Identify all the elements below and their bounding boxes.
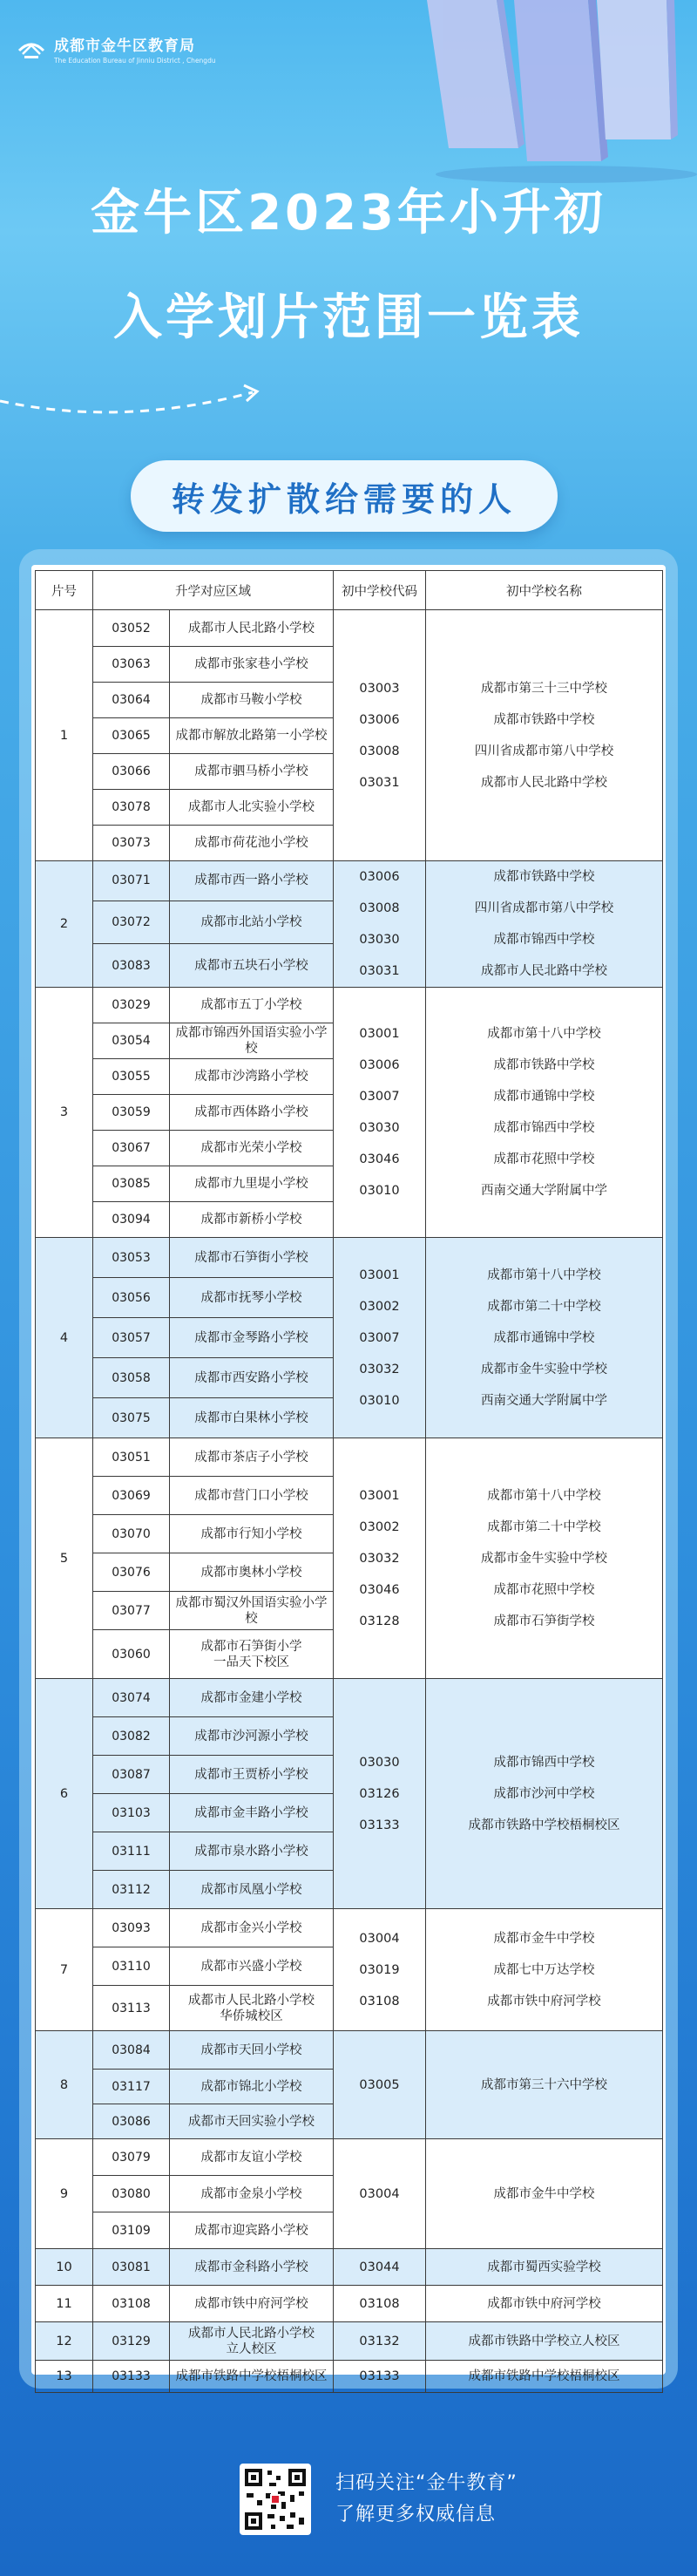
middle-school-names: [426, 861, 663, 988]
primary-school-name: 成都市西体路小学校: [170, 1095, 334, 1131]
middle-school-code: 03002: [359, 1519, 400, 1534]
middle-school-code: 03006: [359, 1058, 400, 1072]
primary-school-code: 03066: [93, 754, 170, 790]
org-name-cn: 成都市金牛区教育局: [54, 37, 195, 55]
primary-school-name: 成都市泉水路小学校: [170, 1832, 334, 1871]
primary-school-code: 03108: [93, 2286, 170, 2322]
middle-school-names: [426, 1438, 663, 1679]
primary-school-name: 成都市驷马桥小学校: [170, 754, 334, 790]
middle-school-name: 成都市第十八中学校: [487, 1027, 601, 1041]
zone-number: 9: [36, 2139, 93, 2249]
middle-school-name: 成都市金牛实验中学校: [481, 1551, 607, 1566]
zone-number: 7: [36, 1909, 93, 2031]
middle-school-code: 03004: [359, 1931, 400, 1946]
middle-school-code: 03030: [359, 1121, 400, 1135]
middle-school-names: [426, 1909, 663, 2031]
footer-info-text: 了解更多权威信息: [335, 2504, 497, 2525]
primary-school-code: 03065: [93, 718, 170, 754]
middle-school-name: 成都市通锦中学校: [493, 1330, 595, 1345]
middle-school-name: 成都市石笋街学校: [493, 1614, 595, 1628]
primary-school-code: 03074: [93, 1679, 170, 1717]
middle-school-codes: [334, 1238, 426, 1438]
middle-school-name: 西南交通大学附属中学: [481, 1184, 607, 1198]
middle-school-name: 成都市铁路中学校: [493, 870, 595, 884]
primary-school-name: 成都市北站小学校: [170, 901, 334, 944]
primary-school-code: 03086: [93, 2104, 170, 2139]
primary-school-code: 03093: [93, 1909, 170, 1947]
middle-school-code: 03126: [359, 1786, 400, 1801]
middle-school-name: 成都市第二十中学校: [487, 1519, 601, 1534]
middle-school-codes: [334, 2139, 426, 2249]
primary-school-name: 成都市九里堤小学校: [170, 1166, 334, 1202]
primary-school-code: 03110: [93, 1947, 170, 1986]
table-row: [36, 1679, 663, 1717]
primary-school-code: 03117: [93, 2070, 170, 2104]
primary-school-name: 成都市金琴路小学校: [170, 1318, 334, 1358]
table-row: [36, 2249, 663, 2286]
page-title-line-1: 金牛区2023年小升初: [91, 185, 606, 241]
middle-school-names: [426, 610, 663, 861]
primary-school-name: 成都市人民北路小学校: [170, 610, 334, 647]
primary-school-name: 成都市白果林小学校: [170, 1398, 334, 1438]
primary-school-code: 03064: [93, 683, 170, 718]
zone-number: 5: [36, 1438, 93, 1679]
middle-school-name: 成都市通锦中学校: [493, 1090, 595, 1104]
primary-school-name: 成都市迎宾路小学校: [170, 2212, 334, 2249]
primary-school-name: 成都市西一路小学校: [170, 861, 334, 901]
middle-school-names: [426, 2361, 663, 2393]
middle-school-code: 03133: [359, 1818, 400, 1832]
middle-school-codes: [334, 1679, 426, 1909]
middle-school-names: [426, 2322, 663, 2361]
primary-school-name: 成都市抚琴小学校: [170, 1278, 334, 1318]
middle-school-name: 成都市第十八中学校: [487, 1488, 601, 1503]
primary-school-code: 03054: [93, 1023, 170, 1059]
primary-school-code: 03075: [93, 1398, 170, 1438]
primary-school-code: 03056: [93, 1278, 170, 1318]
primary-school-name: 成都市茶店子小学校: [170, 1438, 334, 1477]
middle-school-code: 03001: [359, 1488, 400, 1503]
header-mid-name: 初中学校名称: [426, 571, 663, 610]
middle-school-code: 03044: [359, 2260, 400, 2274]
primary-school-name: 成都市奥林小学校: [170, 1553, 334, 1592]
middle-school-name: 成都市锦西中学校: [493, 1755, 595, 1770]
primary-school-name: 成都市五块石小学校: [170, 944, 334, 988]
books-illustration: [366, 0, 697, 183]
education-logo-icon: [16, 33, 47, 65]
middle-school-code: 03031: [359, 775, 400, 790]
middle-school-name: 成都市铁路中学校: [493, 712, 595, 727]
primary-school-name: 成都市人民北路小学校 立人校区: [170, 2322, 334, 2361]
middle-school-name: 四川省成都市第八中学校: [474, 901, 614, 915]
page-title-line-2: 入学划片范围一览表: [113, 289, 584, 346]
zone-number: 11: [36, 2286, 93, 2322]
header-area: 升学对应区域: [93, 571, 334, 610]
middle-school-code: 03031: [359, 964, 400, 978]
primary-school-name: 成都市金泉小学校: [170, 2176, 334, 2212]
header-zone-no: 片号: [36, 571, 93, 610]
zone-number: 10: [36, 2249, 93, 2286]
table-row: [36, 2031, 663, 2070]
primary-school-code: 03084: [93, 2031, 170, 2070]
primary-school-name: 成都市沙湾路小学校: [170, 1059, 334, 1095]
primary-school-name: 成都市金丰路小学校: [170, 1794, 334, 1832]
middle-school-name: 成都市铁路中学校立人校区: [468, 2334, 620, 2348]
primary-school-name: 成都市金建小学校: [170, 1679, 334, 1717]
primary-school-code: 03057: [93, 1318, 170, 1358]
middle-school-code: 03046: [359, 1152, 400, 1166]
primary-school-name: 成都市锦北小学校: [170, 2070, 334, 2104]
primary-school-code: 03055: [93, 1059, 170, 1095]
primary-school-code: 03071: [93, 861, 170, 901]
middle-school-name: 成都市铁路中学校: [493, 1058, 595, 1072]
primary-school-code: 03083: [93, 944, 170, 988]
primary-school-code: 03133: [93, 2361, 170, 2393]
primary-school-name: 成都市友谊小学校: [170, 2139, 334, 2176]
middle-school-code: 03046: [359, 1582, 400, 1597]
middle-school-codes: [334, 1438, 426, 1679]
table-row: [36, 2361, 663, 2393]
zone-number: 4: [36, 1238, 93, 1438]
middle-school-names: [426, 1238, 663, 1438]
primary-school-name: 成都市人北实验小学校: [170, 790, 334, 826]
primary-school-code: 03113: [93, 1986, 170, 2031]
middle-school-name: 成都市铁中府河学校: [487, 1994, 601, 2008]
dashed-arrow-decoration: [0, 366, 279, 418]
primary-school-code: 03053: [93, 1238, 170, 1278]
primary-school-name: 成都市光荣小学校: [170, 1131, 334, 1166]
middle-school-code: 03132: [359, 2334, 400, 2348]
middle-school-names: [426, 988, 663, 1238]
footer-follow-text: 扫码关注“金牛教育”: [335, 2472, 518, 2494]
middle-school-codes: [334, 2322, 426, 2361]
middle-school-codes: [334, 861, 426, 988]
org-logo: [16, 33, 216, 65]
primary-school-name: 成都市金科路小学校: [170, 2249, 334, 2286]
middle-school-name: 成都市金牛中学校: [493, 1931, 595, 1946]
middle-school-code: 03032: [359, 1362, 400, 1376]
primary-school-code: 03067: [93, 1131, 170, 1166]
middle-school-code: 03010: [359, 1184, 400, 1198]
middle-school-name: 成都市铁路中学校梧桐校区: [468, 1818, 620, 1832]
primary-school-name: 成都市马鞍小学校: [170, 683, 334, 718]
middle-school-code: 03032: [359, 1551, 400, 1566]
middle-school-codes: [334, 2286, 426, 2322]
primary-school-name: 成都市张家巷小学校: [170, 647, 334, 683]
middle-school-codes: [334, 2249, 426, 2286]
primary-school-code: 03059: [93, 1095, 170, 1131]
table-row: [36, 2139, 663, 2176]
middle-school-name: 四川省成都市第八中学校: [474, 744, 614, 758]
middle-school-names: [426, 1679, 663, 1909]
middle-school-code: 03128: [359, 1614, 400, 1628]
primary-school-code: 03060: [93, 1630, 170, 1679]
primary-school-name: 成都市石笋街小学 一品天下校区: [170, 1630, 334, 1679]
zone-number: 13: [36, 2361, 93, 2393]
middle-school-code: 03030: [359, 1755, 400, 1770]
table-row: [36, 1909, 663, 1947]
org-name-en: The Education Bureau of Jinniu District , Chengdu: [54, 57, 216, 65]
primary-school-name: 成都市金兴小学校: [170, 1909, 334, 1947]
middle-school-code: 03001: [359, 1027, 400, 1041]
middle-school-names: [426, 2139, 663, 2249]
primary-school-code: 03051: [93, 1438, 170, 1477]
primary-school-name: 成都市蜀汉外国语实验小学校: [170, 1592, 334, 1630]
middle-school-code: 03108: [359, 1994, 400, 2008]
zone-number: 1: [36, 610, 93, 861]
middle-school-code: 03030: [359, 933, 400, 947]
primary-school-name: 成都市营门口小学校: [170, 1477, 334, 1515]
middle-school-codes: [334, 610, 426, 861]
primary-school-code: 03103: [93, 1794, 170, 1832]
primary-school-name: 成都市西安路小学校: [170, 1358, 334, 1398]
primary-school-name: 成都市沙河源小学校: [170, 1717, 334, 1756]
qr-code[interactable]: [240, 2464, 311, 2535]
middle-school-code: 03006: [359, 870, 400, 884]
zone-number: 3: [36, 988, 93, 1238]
primary-school-code: 03070: [93, 1515, 170, 1553]
middle-school-name: 西南交通大学附属中学: [481, 1393, 607, 1408]
primary-school-code: 03082: [93, 1717, 170, 1756]
middle-school-code: 03019: [359, 1962, 400, 1977]
middle-school-code: 03006: [359, 712, 400, 727]
primary-school-code: 03076: [93, 1553, 170, 1592]
primary-school-name: 成都市人民北路小学校 华侨城校区: [170, 1986, 334, 2031]
middle-school-name: 成都市第三十六中学校: [481, 2077, 607, 2092]
table-row: [36, 2286, 663, 2322]
primary-school-code: 03029: [93, 988, 170, 1023]
middle-school-codes: [334, 1909, 426, 2031]
primary-school-code: 03079: [93, 2139, 170, 2176]
primary-school-code: 03058: [93, 1358, 170, 1398]
middle-school-name: 成都市金牛中学校: [493, 2186, 595, 2201]
middle-school-name: 成都市第三十三中学校: [481, 681, 607, 696]
table-row: [36, 1438, 663, 1477]
primary-school-name: 成都市凤凰小学校: [170, 1871, 334, 1909]
middle-school-name: 成都市锦西中学校: [493, 933, 595, 947]
primary-school-code: 03087: [93, 1756, 170, 1794]
middle-school-name: 成都市人民北路中学校: [481, 964, 607, 978]
middle-school-name: 成都市花照中学校: [493, 1152, 595, 1166]
middle-school-code: 03003: [359, 681, 400, 696]
middle-school-name: 成都市锦西中学校: [493, 1121, 595, 1135]
primary-school-code: 03094: [93, 1202, 170, 1238]
middle-school-name: 成都市蜀西实验学校: [487, 2260, 601, 2274]
middle-school-code: 03108: [359, 2296, 400, 2311]
middle-school-codes: [334, 2031, 426, 2139]
middle-school-name: 成都市沙河中学校: [493, 1786, 595, 1801]
middle-school-code: 03001: [359, 1268, 400, 1282]
primary-school-code: 03081: [93, 2249, 170, 2286]
table-row: [36, 610, 663, 647]
zone-number: 2: [36, 861, 93, 988]
primary-school-code: 03080: [93, 2176, 170, 2212]
primary-school-name: 成都市兴盛小学校: [170, 1947, 334, 1986]
primary-school-code: 03109: [93, 2212, 170, 2249]
middle-school-code: 03008: [359, 744, 400, 758]
middle-school-names: [426, 2031, 663, 2139]
middle-school-code: 03005: [359, 2077, 400, 2092]
primary-school-name: 成都市五丁小学校: [170, 988, 334, 1023]
primary-school-name: 成都市天回实验小学校: [170, 2104, 334, 2139]
middle-school-names: [426, 2249, 663, 2286]
middle-school-code: 03004: [359, 2186, 400, 2201]
middle-school-code: 03007: [359, 1330, 400, 1345]
primary-school-name: 成都市荷花池小学校: [170, 826, 334, 861]
middle-school-name: 成都市人民北路中学校: [481, 775, 607, 790]
primary-school-name: 成都市石笋街小学校: [170, 1238, 334, 1278]
zone-number: 8: [36, 2031, 93, 2139]
middle-school-name: 成都市第二十中学校: [487, 1299, 601, 1314]
primary-school-name: 成都市锦西外国语实验小学校: [170, 1023, 334, 1059]
share-tagline-pill: 转发扩散给需要的人: [131, 460, 558, 532]
middle-school-code: 03008: [359, 901, 400, 915]
enrollment-table: [35, 570, 663, 2393]
primary-school-name: 成都市铁路中学校梧桐校区: [170, 2361, 334, 2393]
middle-school-name: 成都七中万达学校: [493, 1962, 595, 1977]
primary-school-name: 成都市铁中府河学校: [170, 2286, 334, 2322]
zone-number: 6: [36, 1679, 93, 1909]
primary-school-name: 成都市天回小学校: [170, 2031, 334, 2070]
primary-school-name: 成都市解放北路第一小学校: [170, 718, 334, 754]
middle-school-name: 成都市铁路中学校梧桐校区: [468, 2369, 620, 2383]
middle-school-name: 成都市金牛实验中学校: [481, 1362, 607, 1376]
primary-school-code: 03112: [93, 1871, 170, 1909]
primary-school-code: 03052: [93, 610, 170, 647]
primary-school-code: 03078: [93, 790, 170, 826]
middle-school-code: 03007: [359, 1090, 400, 1104]
header-mid-code: 初中学校代码: [334, 571, 426, 610]
middle-school-code: 03002: [359, 1299, 400, 1314]
middle-school-code: 03010: [359, 1393, 400, 1408]
primary-school-name: 成都市新桥小学校: [170, 1202, 334, 1238]
primary-school-code: 03129: [93, 2322, 170, 2361]
primary-school-name: 成都市行知小学校: [170, 1515, 334, 1553]
middle-school-name: 成都市铁中府河学校: [487, 2296, 601, 2311]
table-row: [36, 861, 663, 901]
primary-school-code: 03063: [93, 647, 170, 683]
table-row: [36, 1238, 663, 1278]
middle-school-codes: [334, 2361, 426, 2393]
primary-school-code: 03111: [93, 1832, 170, 1871]
middle-school-name: 成都市第十八中学校: [487, 1268, 601, 1282]
primary-school-code: 03085: [93, 1166, 170, 1202]
table-header-row: [36, 571, 663, 610]
primary-school-code: 03073: [93, 826, 170, 861]
zone-number: 12: [36, 2322, 93, 2361]
primary-school-code: 03069: [93, 1477, 170, 1515]
middle-school-name: 成都市花照中学校: [493, 1582, 595, 1597]
table-row: [36, 2322, 663, 2361]
middle-school-code: 03133: [359, 2369, 400, 2383]
middle-school-names: [426, 2286, 663, 2322]
primary-school-name: 成都市王贾桥小学校: [170, 1756, 334, 1794]
primary-school-code: 03077: [93, 1592, 170, 1630]
footer-qr-section: [240, 2464, 518, 2535]
middle-school-codes: [334, 988, 426, 1238]
table-row: [36, 988, 663, 1023]
primary-school-code: 03072: [93, 901, 170, 944]
